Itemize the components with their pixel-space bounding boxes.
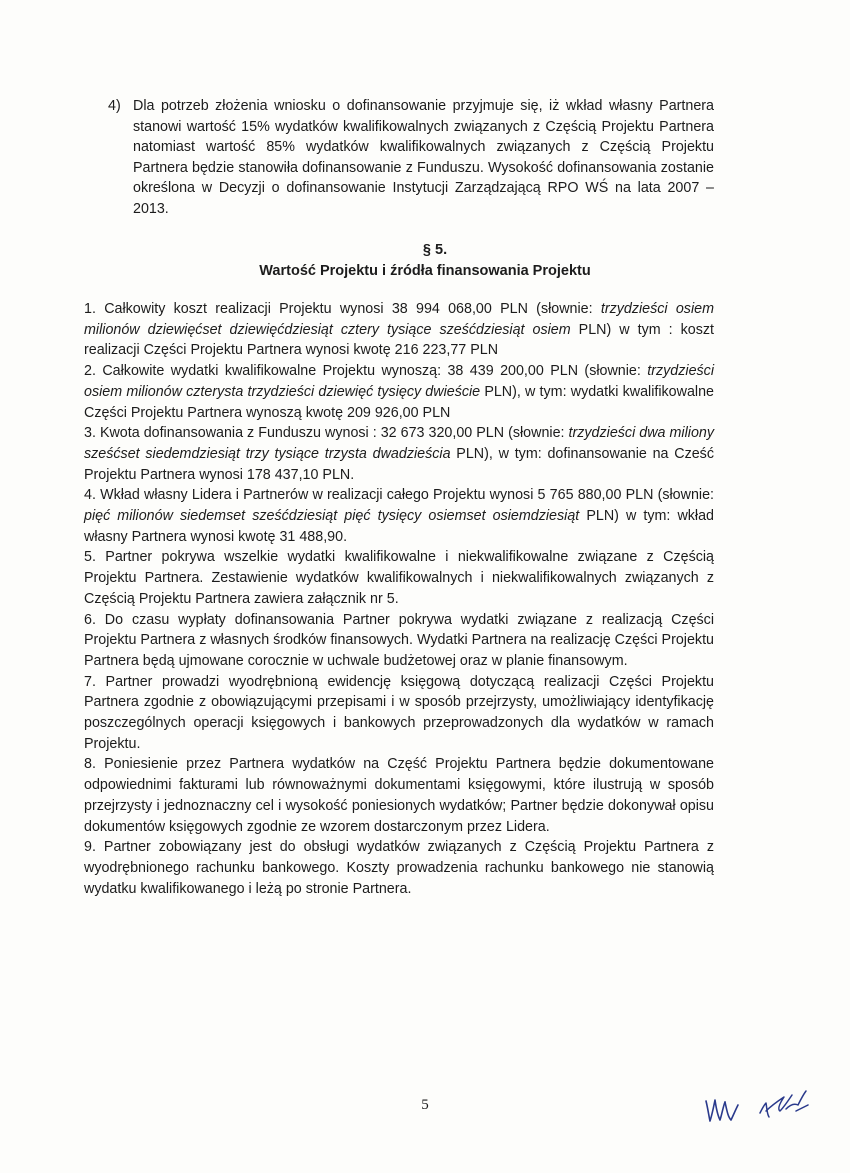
clause-4 bbox=[84, 485, 714, 547]
initials-signature-2 bbox=[760, 1091, 808, 1117]
clause-5 bbox=[84, 547, 714, 609]
clause-9 bbox=[84, 837, 714, 899]
list-item-4 bbox=[108, 96, 714, 220]
clause-text-continued: PLN), w tym: wydatki kwalifikowalne Części Projektu Partnera wynoszą kwotę 209 926,00 PLN bbox=[84, 383, 714, 421]
page-number: 5 bbox=[421, 1097, 429, 1113]
clause-text: 5. Partner pokrywa wszelkie wydatki kwalifikowalne i niekwalifikowalne związane z Częścią Projektu Partnera. Zestawienie wydatków kwalifikowalnych i niekwalifikowalnych związanych z Częścią Projektu Partnera zawiera załącznik nr 5. bbox=[84, 549, 714, 607]
clause-text: 6. Do czasu wypłaty dofinansowania Partner pokrywa wydatki związane z realizacją Części Projektu Partnera z własnych środków finansowych. Wydatki Partnera na realizację Części Projektu Partnera będą ujmowane corocznie w uchwale budżetowej oraz w planie finansowym. bbox=[84, 611, 714, 669]
clause-7 bbox=[84, 672, 714, 755]
clause-1 bbox=[84, 299, 714, 361]
clause-6 bbox=[84, 610, 714, 672]
section-title: Wartość Projektu i źródła finansowania Projektu bbox=[259, 263, 591, 279]
initials-signature-1 bbox=[706, 1100, 738, 1121]
clause-amount-in-words: trzydzieści osiem milionów czterysta trzydzieści dziewięć tysięcy dwieście bbox=[84, 363, 714, 400]
clause-2 bbox=[84, 361, 714, 423]
clause-8 bbox=[84, 754, 714, 837]
clause-text-continued: PLN) w tym : koszt realizacji Części Projektu Partnera wynosi kwotę 216 223,77 PLN bbox=[84, 321, 714, 359]
clause-text: 2. Całkowite wydatki kwalifikowalne Projektu wynoszą: 38 439 200,00 PLN (słownie: bbox=[84, 363, 648, 380]
clause-amount-in-words: trzydzieści osiem milionów dziewięćset dziewięćdziesiąt cztery tysiące sześćdziesiąt osiem bbox=[84, 301, 714, 338]
clause-3 bbox=[84, 423, 714, 485]
list-item-number: 4) bbox=[108, 98, 121, 114]
clause-text: 9. Partner zobowiązany jest do obsługi wydatków związanych z Częścią Projektu Partnera z wyodrębnionego rachunku bankowego. Koszty prowadzenia rachunku bankowego nie stanowią wydatku kwalifikowanego i leżą po stronie Partnera. bbox=[84, 839, 714, 897]
clause-text: 3. Kwota dofinansowania z Funduszu wynosi : 32 673 320,00 PLN (słownie: bbox=[84, 425, 569, 442]
clause-text: 1. Całkowity koszt realizacji Projektu wynosi 38 994 068,00 PLN (słownie: bbox=[84, 301, 601, 317]
handwritten-signatures bbox=[700, 1083, 820, 1127]
clause-text-continued: PLN) w tym: wkład własny Partnera wynosi kwotę 31 488,90. bbox=[84, 508, 714, 545]
clause-text: 4. Wkład własny Lidera i Partnerów w realizacji całego Projektu wynosi 5 765 880,00 PLN (słownie: bbox=[84, 487, 714, 504]
clause-text: 7. Partner prowadzi wyodrębnioną ewidencję księgową dotyczącą realizacji Części Projektu Partnera zgodnie z obowiązującymi przepisami i w sposób przejrzysty, umożliwiający identyfikację poszczególnych operacji księgowych i bankowych przeprowadzonych dla wydatków w ramach Projektu. bbox=[84, 673, 714, 752]
section-number: § 5. bbox=[422, 242, 448, 258]
clause-text: 8. Poniesienie przez Partnera wydatków na Część Projektu Partnera będzie dokumentowane odpowiednimi fakturami lub równoważnymi dokumentami księgowymi, które ilustrują w sposób przejrzysty i jednoznaczny cel i wysokość poniesionych wydatków; Partner będzie dokonywał opisu dokumentów księgowych zgodnie ze wzorem dostarczonym przez Lidera. bbox=[84, 756, 714, 835]
clause-amount-in-words: trzydzieści dwa miliony sześćset siedemdziesiąt trzy tysiące trzysta dwadzieścia bbox=[84, 425, 714, 462]
clause-list bbox=[84, 299, 714, 899]
list-item-text: Dla potrzeb złożenia wniosku o dofinansowanie przyjmuje się, iż wkład własny Partnera stanowi wartość 15% wydatków kwalifikowalnych związanych z Częścią Projektu Partnera natomiast wartość 85% wydatków kwalifikowalnych związanych z Częścią Projektu Partnera będzie stanowiła dofinansowanie z Funduszu. Wysokość dofinansowania zostanie określona w Decyzji o dofinansowanie Instytucji Zarządzającą RPO WŚ na lata 2007 – 2013. bbox=[133, 98, 714, 217]
clause-amount-in-words: pięć milionów siedemset sześćdziesiąt pięć tysięcy osiemset osiemdziesiąt bbox=[84, 508, 580, 525]
clause-text-continued: PLN), w tym: dofinansowanie na Cześć Projektu Partnera wynosi 178 437,10 PLN. bbox=[84, 445, 714, 483]
